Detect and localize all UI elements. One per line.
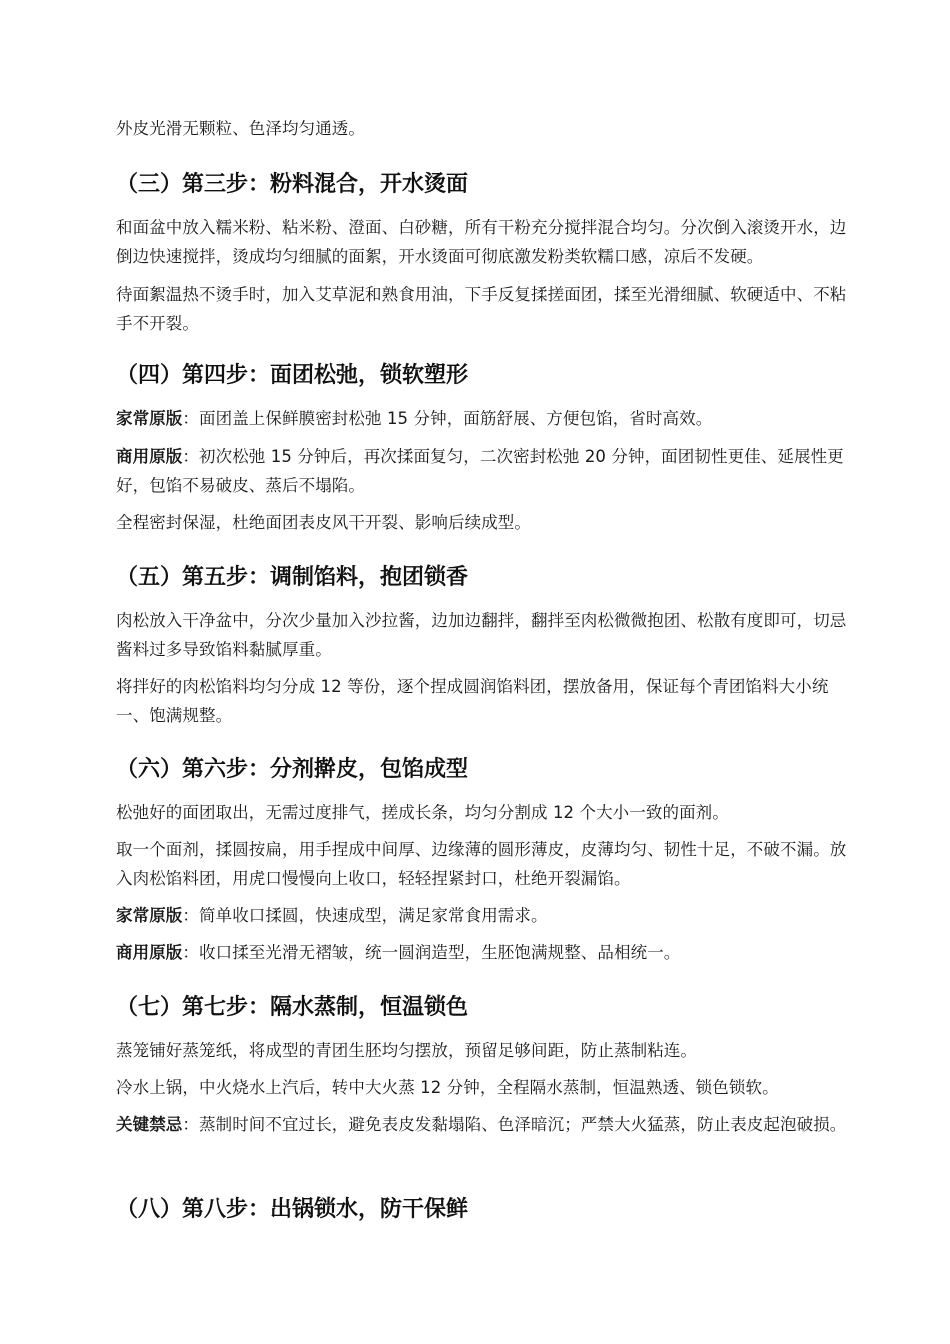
section-4-heading: （四）第四步：面团松弛，锁软塑形: [116, 363, 469, 388]
item-text: ：收口揉至光滑无褶皱，统一圆润造型，生胚饱满规整、品相统一。: [182, 943, 681, 962]
item-text: ：初次松弛 15 分钟后，再次揉面复匀，二次密封松弛 20 分钟，面团韧性更佳、延展性更好，包馅不易破皮、蒸后不塌陷。: [116, 447, 844, 495]
item-text: ：蒸制时间不宜过长，避免表皮发黏塌陷、色泽暗沉；严禁大火猛蒸，防止表皮起泡破损。: [182, 1115, 847, 1134]
item-text: ：面团盖上保鲜膜密封松弛 15 分钟，面筋舒展、方便包馅，省时高效。: [182, 409, 713, 428]
section-6-paragraph-2: 取一个面剂，揉圆按扁，用手捏成中间厚、边缘薄的圆形薄皮，皮薄均匀、韧性十足，不破不漏。放入肉松馅料团，用虎口慢慢向上收口，轻轻捏紧封口，杜绝开裂漏馅。: [116, 840, 847, 888]
item-label: 关键禁忌: [116, 1115, 183, 1134]
section-4-item-commercial: [116, 442, 852, 500]
section-7-item-warning: [116, 1110, 852, 1139]
section-3-paragraph-2: 待面絮温热不烫手时，加入艾草泥和熟食用油，下手反复揉搓面团，揉至光滑细腻、软硬适中、不粘手不开裂。: [116, 285, 847, 333]
section-6-item-home: [116, 901, 852, 930]
section-5-paragraph-1: 肉松放入干净盆中，分次少量加入沙拉酱，边加边翻拌，翻拌至肉松微微抱团、松散有度即可，切忌酱料过多导致馅料黏腻厚重。: [116, 611, 847, 659]
section-8-heading: （八）第八步：出锅锁水，防干保鲜: [116, 1197, 469, 1222]
section-4-paragraph-1: 全程密封保湿，杜绝面团表皮风干开裂、影响后续成型。: [116, 513, 531, 532]
section-3-heading: （三）第三步：粉料混合，开水烫面: [116, 172, 469, 197]
section-6-item-commercial: [116, 938, 852, 967]
item-label: 商用原版: [116, 943, 183, 962]
item-label: 家常原版: [116, 409, 183, 428]
section-4-item-home: [116, 404, 852, 433]
section-7-heading: （七）第七步：隔水蒸制，恒温锁色: [116, 995, 469, 1020]
section-6-heading: （六）第六步：分剂擀皮，包馅成型: [116, 757, 469, 782]
section-5-paragraph-2: 将拌好的肉松馅料均匀分成 12 等份，逐个捏成圆润馅料团，摆放备用，保证每个青团馅料大小统一、饱满规整。: [116, 677, 829, 725]
intro-paragraph: 外皮光滑无颗粒、色泽均匀通透。: [116, 119, 365, 138]
item-text: ：简单收口揉圆，快速成型，满足家常食用需求。: [182, 906, 548, 925]
section-7-paragraph-1: 蒸笼铺好蒸笼纸，将成型的青团生胚均匀摆放，预留足够间距，防止蒸制粘连。: [116, 1041, 697, 1060]
section-5-heading: （五）第五步：调制馅料，抱团锁香: [116, 565, 469, 590]
section-6-paragraph-1: 松弛好的面团取出，无需过度排气，搓成长条，均匀分割成 12 个大小一致的面剂。: [116, 803, 729, 822]
item-label: 商用原版: [116, 447, 183, 466]
section-7-paragraph-2: 冷水上锅，中火烧水上汽后，转中大火蒸 12 分钟，全程隔水蒸制，恒温熟透、锁色锁软。: [116, 1078, 779, 1097]
section-3-paragraph-1: 和面盆中放入糯米粉、粘米粉、澄面、白砂糖，所有干粉充分搅拌混合均匀。分次倒入滚烫开水，边倒边快速搅拌，烫成均匀细腻的面絮，开水烫面可彻底激发粉类软糯口感，凉后不发硬。: [116, 218, 847, 266]
item-label: 家常原版: [116, 906, 183, 925]
